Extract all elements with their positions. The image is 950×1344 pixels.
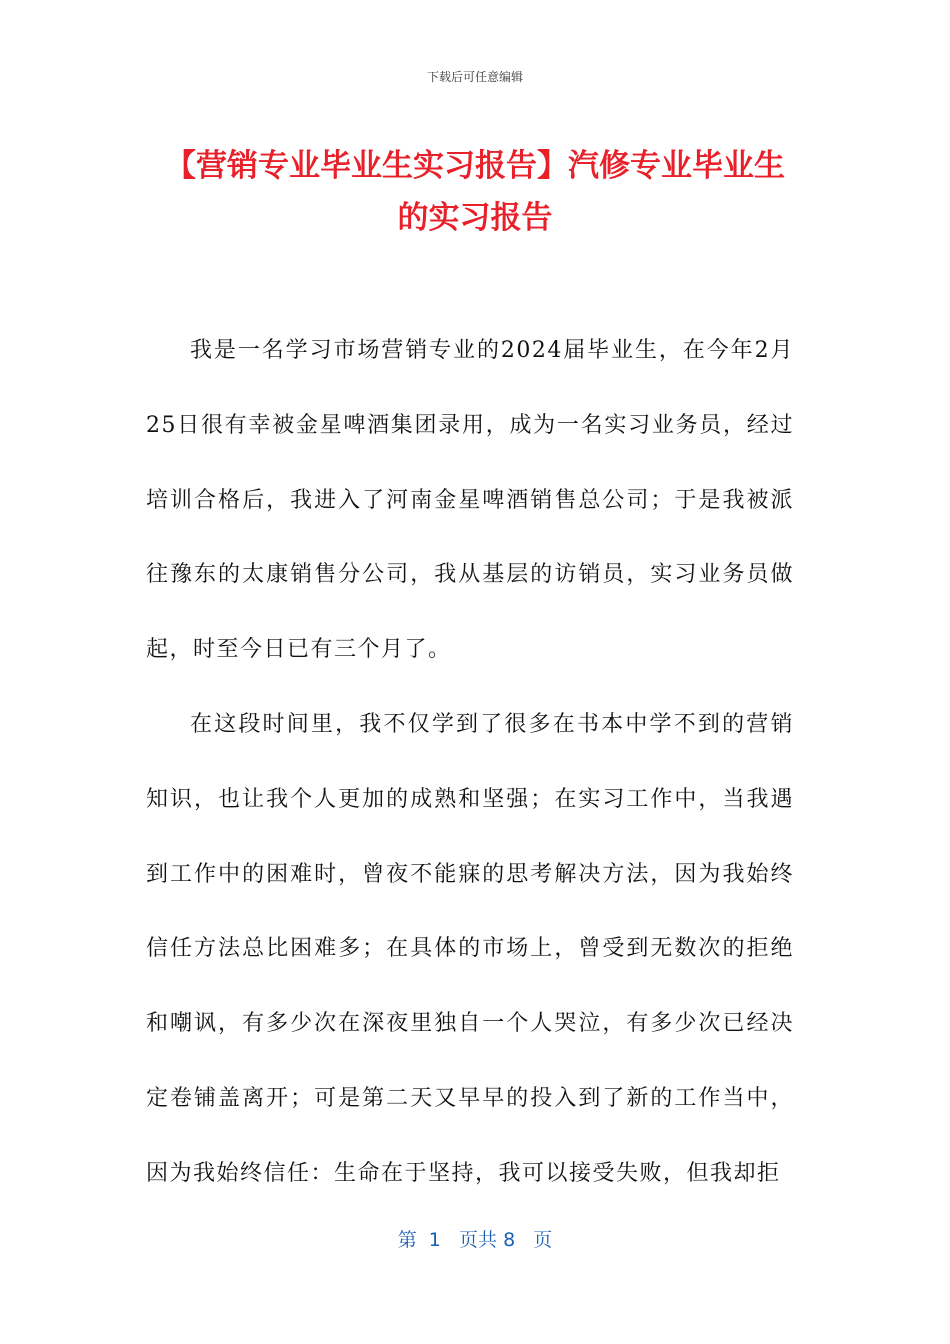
header-note: 下载后可任意编辑 [426, 70, 523, 84]
page-footer [0, 1225, 950, 1252]
paragraph: 在这段时间里，我不仅学到了很多在书本中学不到的营销知识，也让我个人更加的成熟和坚强；在实习工作中，当我遇到工作中的困难时，曾夜不能寐的思考解决方法，因为我始终信任方法总比困难多；在具体的市场上，曾受到无数次的拒绝和嘲讽，有多少次在深夜里独自一个人哭泣，有多少次已经决定卷铺盖离开；可是第二天又早早的投入到了新的工作当中，因为我始终信任：生命在于坚持，我可以接受失败，但我却拒 [146, 711, 794, 1186]
footer-total-pages: 8 [503, 1229, 516, 1251]
footer-suffix: 页 [533, 1229, 553, 1251]
document-body [146, 314, 794, 1212]
document-title: 【营销专业毕业生实习报告】汽修专业毕业生的实习报告 [165, 148, 785, 236]
footer-current-page: 1 [428, 1229, 441, 1251]
footer-middle: 页共 [459, 1229, 498, 1251]
footer-prefix: 第 [397, 1229, 417, 1251]
paragraph: 我是一名学习市场营销专业的2024届毕业生，在今年2月25日很有幸被金星啤酒集团录用，成为一名实习业务员，经过培训合格后，我进入了河南金星啤酒销售总公司；于是我被派往豫东的太康销售分公司，我从基层的访销员，实习业务员做起，时至今日已有三个月了。 [146, 338, 794, 663]
